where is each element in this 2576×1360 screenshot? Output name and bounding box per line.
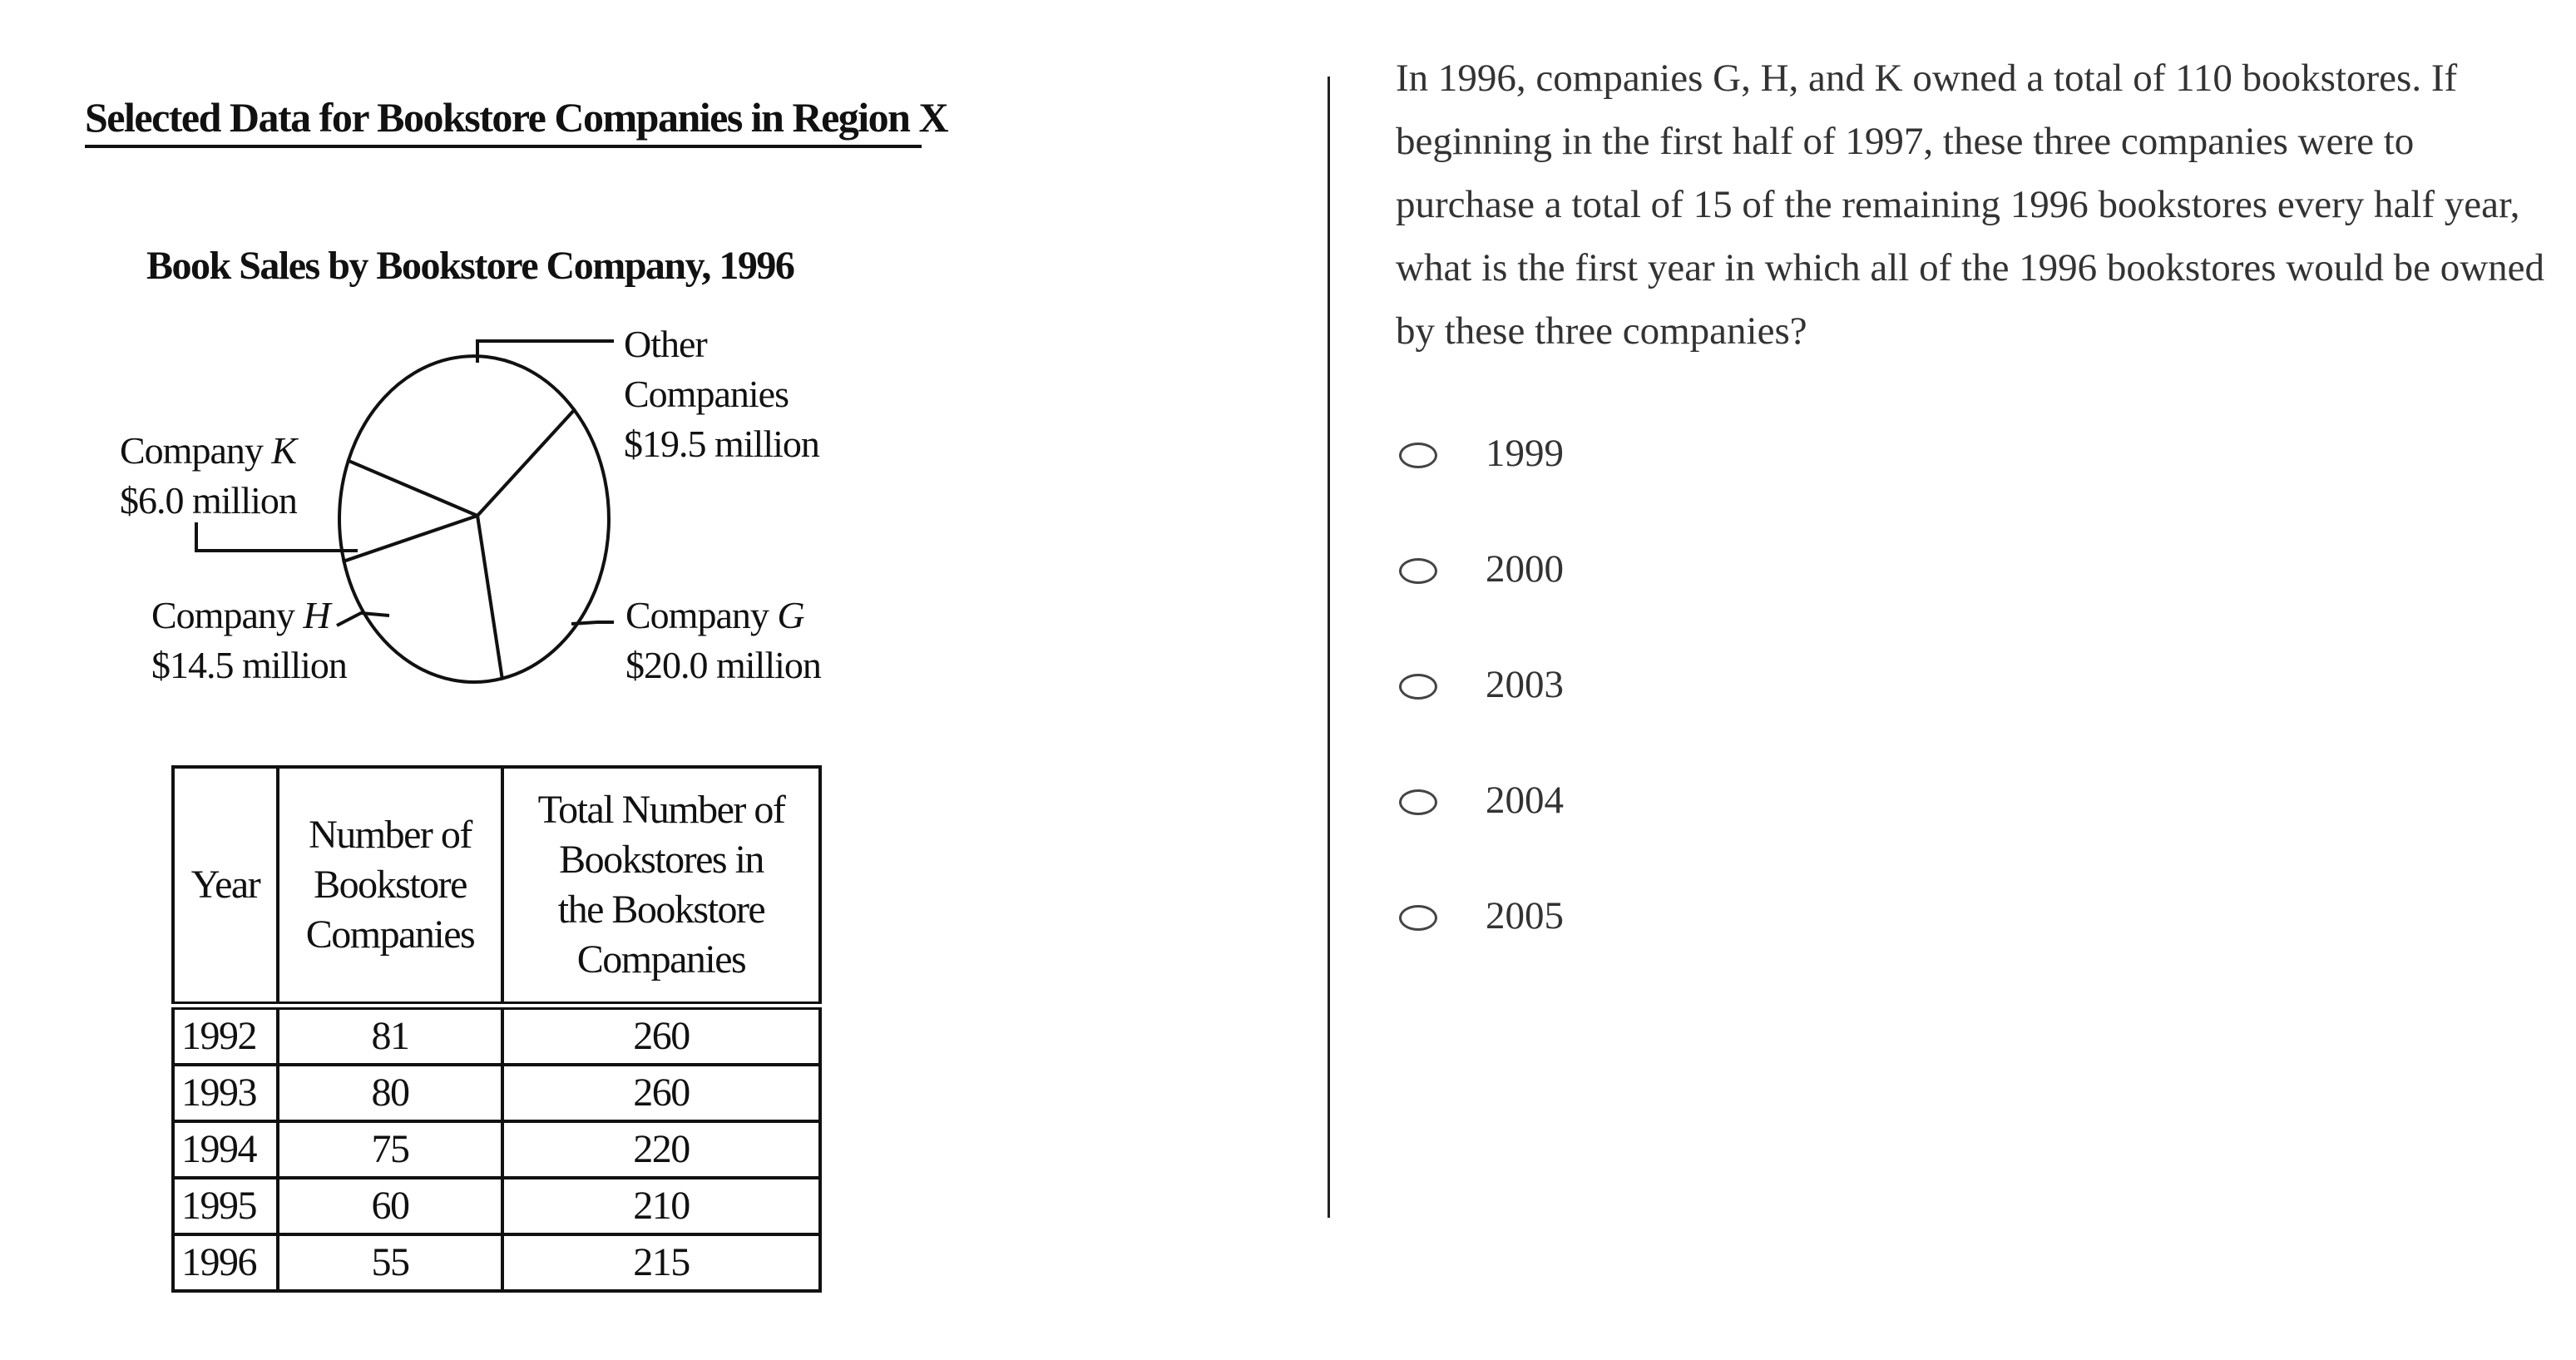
label-g-prefix: Company <box>625 594 778 636</box>
answer-option-label[interactable]: 2005 <box>1486 894 1564 937</box>
radio-button[interactable] <box>1399 905 1437 931</box>
leader-k <box>196 522 358 551</box>
pie-slices <box>339 356 609 682</box>
chart-title: Book Sales by Bookstore Company, 1996 <box>146 244 794 288</box>
label-h-letter: H <box>303 594 330 636</box>
radio-button[interactable] <box>1399 443 1437 468</box>
answer-option-label[interactable]: 2003 <box>1486 663 1564 706</box>
cell-companies: 75 <box>278 1121 502 1178</box>
answer-option[interactable] <box>1396 887 2061 1002</box>
header-companies-l2: Bookstore <box>314 863 467 907</box>
radio-button[interactable] <box>1399 674 1437 700</box>
label-k-letter: K <box>271 429 297 472</box>
bookstore-table <box>171 765 822 1293</box>
header-companies <box>278 767 502 1006</box>
label-g-value: $20.0 million <box>625 644 821 686</box>
label-company-g <box>625 591 821 690</box>
cell-year: 1993 <box>173 1065 278 1121</box>
radio-button[interactable] <box>1399 558 1437 584</box>
header-companies-l1: Number of <box>309 813 472 857</box>
cell-stores: 210 <box>502 1178 820 1234</box>
cell-year: 1995 <box>173 1178 278 1234</box>
header-stores-l4: Companies <box>576 937 746 982</box>
answer-option[interactable] <box>1396 540 2061 655</box>
cell-stores: 220 <box>502 1121 820 1178</box>
table-row <box>173 1234 820 1291</box>
cell-companies: 80 <box>278 1065 502 1121</box>
answer-option-label[interactable]: 1999 <box>1486 432 1564 475</box>
label-g-letter: G <box>777 594 804 636</box>
radio-button[interactable] <box>1399 789 1437 815</box>
cell-year: 1996 <box>173 1234 278 1291</box>
leader-g <box>571 622 614 624</box>
table-row <box>173 1178 820 1234</box>
cell-companies: 60 <box>278 1178 502 1234</box>
label-other <box>624 319 819 469</box>
answer-option-label[interactable]: 2004 <box>1486 779 1564 822</box>
cell-year: 1994 <box>173 1121 278 1178</box>
table-row <box>173 1065 820 1121</box>
answer-option[interactable] <box>1396 424 2061 540</box>
header-year: Year <box>173 767 278 1006</box>
label-k-prefix: Company <box>120 429 272 472</box>
header-stores <box>502 767 820 1006</box>
header-stores-l1: Total Number of <box>537 788 785 832</box>
cell-stores: 260 <box>502 1006 820 1065</box>
question-text: In 1996, companies G, H, and K owned a total of 110 bookstores. If beginning in the first half of 1997, these three companies were to purchase a total of 15 of the remaining 1996 bookstores every half year, what is the first year in which all of the 1996 bookstores would be owned by these three companies? <box>1396 57 2544 353</box>
label-company-h <box>151 591 347 690</box>
label-other-value: $19.5 million <box>624 423 819 465</box>
label-h-name <box>151 591 347 640</box>
question-panel <box>1396 47 2560 363</box>
answer-option[interactable] <box>1396 771 2061 887</box>
cell-companies: 55 <box>278 1234 502 1291</box>
header-companies-l3: Companies <box>305 912 475 957</box>
table-row <box>173 1121 820 1178</box>
answer-options <box>1396 424 2061 1002</box>
label-g-name <box>625 591 821 640</box>
cell-stores: 260 <box>502 1065 820 1121</box>
answer-option-label[interactable]: 2000 <box>1486 547 1564 591</box>
header-stores-l3: the Bookstore <box>557 888 765 932</box>
label-company-k <box>120 426 297 526</box>
label-k-value: $6.0 million <box>120 479 297 522</box>
figure-title: Selected Data for Bookstore Companies in Region X <box>85 94 948 141</box>
cell-stores: 215 <box>502 1234 820 1291</box>
table-row <box>173 1006 820 1065</box>
header-stores-l2: Bookstores in <box>559 838 764 882</box>
label-k-name <box>120 426 297 476</box>
cell-year: 1992 <box>173 1006 278 1065</box>
label-other-line1: Other <box>624 323 707 365</box>
column-divider <box>1328 77 1330 1218</box>
label-h-prefix: Company <box>151 594 304 636</box>
label-h-value: $14.5 million <box>151 644 347 686</box>
label-other-line2: Companies <box>624 373 789 415</box>
answer-option[interactable] <box>1396 655 2061 771</box>
cell-companies: 81 <box>278 1006 502 1065</box>
